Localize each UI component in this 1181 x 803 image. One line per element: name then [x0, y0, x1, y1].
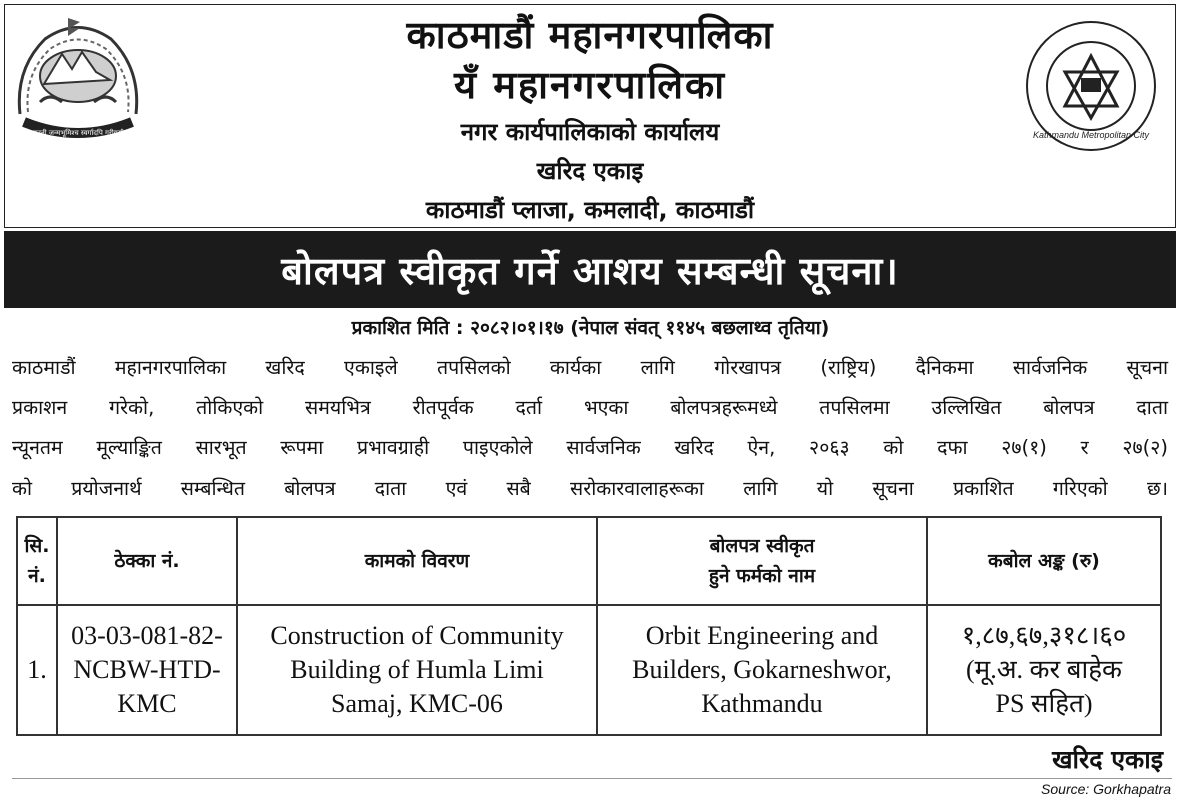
header-amount: कबोल अङ्क (रु): [927, 517, 1161, 605]
cell-contract-no: [57, 605, 237, 735]
firm-line1: Orbit Engineering and: [645, 621, 879, 650]
firm-line3: Kathmandu: [701, 689, 823, 718]
amount-line3: PS सहित): [995, 689, 1093, 718]
header-firm: [597, 517, 927, 605]
cell-amount: [927, 605, 1161, 735]
header-work-desc: कामको विवरण: [237, 517, 597, 605]
seal-text: Kathmandu Metropolitan City: [1032, 130, 1150, 140]
header-serial: [17, 517, 57, 605]
firm-line2: Builders, Gokarneshwor,: [632, 655, 892, 684]
work-line3: Samaj, KMC-06: [331, 689, 503, 718]
signature-unit: खरिद एकाइ: [1052, 745, 1163, 774]
source-credit: Source: Gorkhapatra: [1041, 781, 1171, 797]
cell-firm: [597, 605, 927, 735]
newari-title: यँ महानगरपालिका: [453, 62, 727, 107]
notice-banner: [4, 231, 1176, 308]
unit-name: खरिद एकाइ: [536, 157, 644, 185]
contract-line2: NCBW-HTD-: [73, 655, 221, 684]
emblem-text: जननी जन्मभूमिश्च स्वर्गादपि गरीयसी: [31, 129, 125, 137]
footer-divider: [12, 778, 1172, 779]
notice-line-3: न्यूनतम मूल्याङ्कित सारभूत रूपमा प्रभावग्राही पाइएकोले सार्वजनिक खरिद ऐन, २०६३ को दफा २७(१) र २७(२): [12, 436, 1168, 459]
header-contract-no: ठेक्का नं.: [57, 517, 237, 605]
header-serial-line1: सि.: [24, 535, 50, 557]
amount-line2: (मू.अ. कर बाहेक: [965, 655, 1123, 684]
notice-line-2: प्रकाशन गरेको, तोकिएको समयभित्र रीतपूर्वक दर्ता भएका बोलपत्रहरूमध्ये तपसिलमा उल्लिखित बोलपत्र दाता: [12, 396, 1168, 419]
table-row: [17, 605, 1161, 735]
award-table: [16, 516, 1162, 736]
contract-line3: KMC: [117, 689, 177, 718]
kmc-seal-icon: [1023, 18, 1159, 154]
header-firm-line1: बोलपत्र स्वीकृत: [709, 535, 815, 557]
header-serial-line2: नं.: [28, 565, 46, 587]
notice-line-4: को प्रयोजनार्थ सम्बन्धित बोलपत्र दाता एवं सबै सरोकारवालाहरूका लागि यो सूचना प्रकाशित गरिएको छ।: [12, 477, 1168, 500]
page-title: काठमाडौं महानगरपालिका: [406, 13, 774, 57]
contract-line1: 03-03-081-82-: [71, 621, 223, 650]
table-header-row: [17, 517, 1161, 605]
office-address: काठमाडौं प्लाजा, कमलादी, काठमाडौं: [425, 196, 755, 224]
header-firm-line2: हुने फर्मको नाम: [708, 565, 816, 587]
office-name: नगर कार्यपालिकाको कार्यालय: [460, 118, 720, 146]
amount-line1: १,८७,६७,३१८।६०: [961, 621, 1127, 650]
cell-serial: 1.: [17, 605, 57, 735]
notice-title: बोलपत्र स्वीकृत गर्ने आशय सम्बन्धी सूचना।: [281, 248, 899, 293]
work-line1: Construction of Community: [270, 621, 564, 650]
nepal-emblem-icon: [10, 14, 146, 144]
publication-date: प्रकाशित मिति : २०८२।०१।१७ (नेपाल संवत् ११४५ बछलाथ्व तृतिया): [351, 317, 830, 339]
work-line2: Building of Humla Limi: [290, 655, 544, 684]
notice-line-1: काठमाडौं महानगरपालिका खरिद एकाइले तपसिलको कार्यका लागि गोरखापत्र (राष्ट्रिय) दैनिकमा सार्वजनिक सूचना: [12, 356, 1168, 379]
cell-work-desc: [237, 605, 597, 735]
